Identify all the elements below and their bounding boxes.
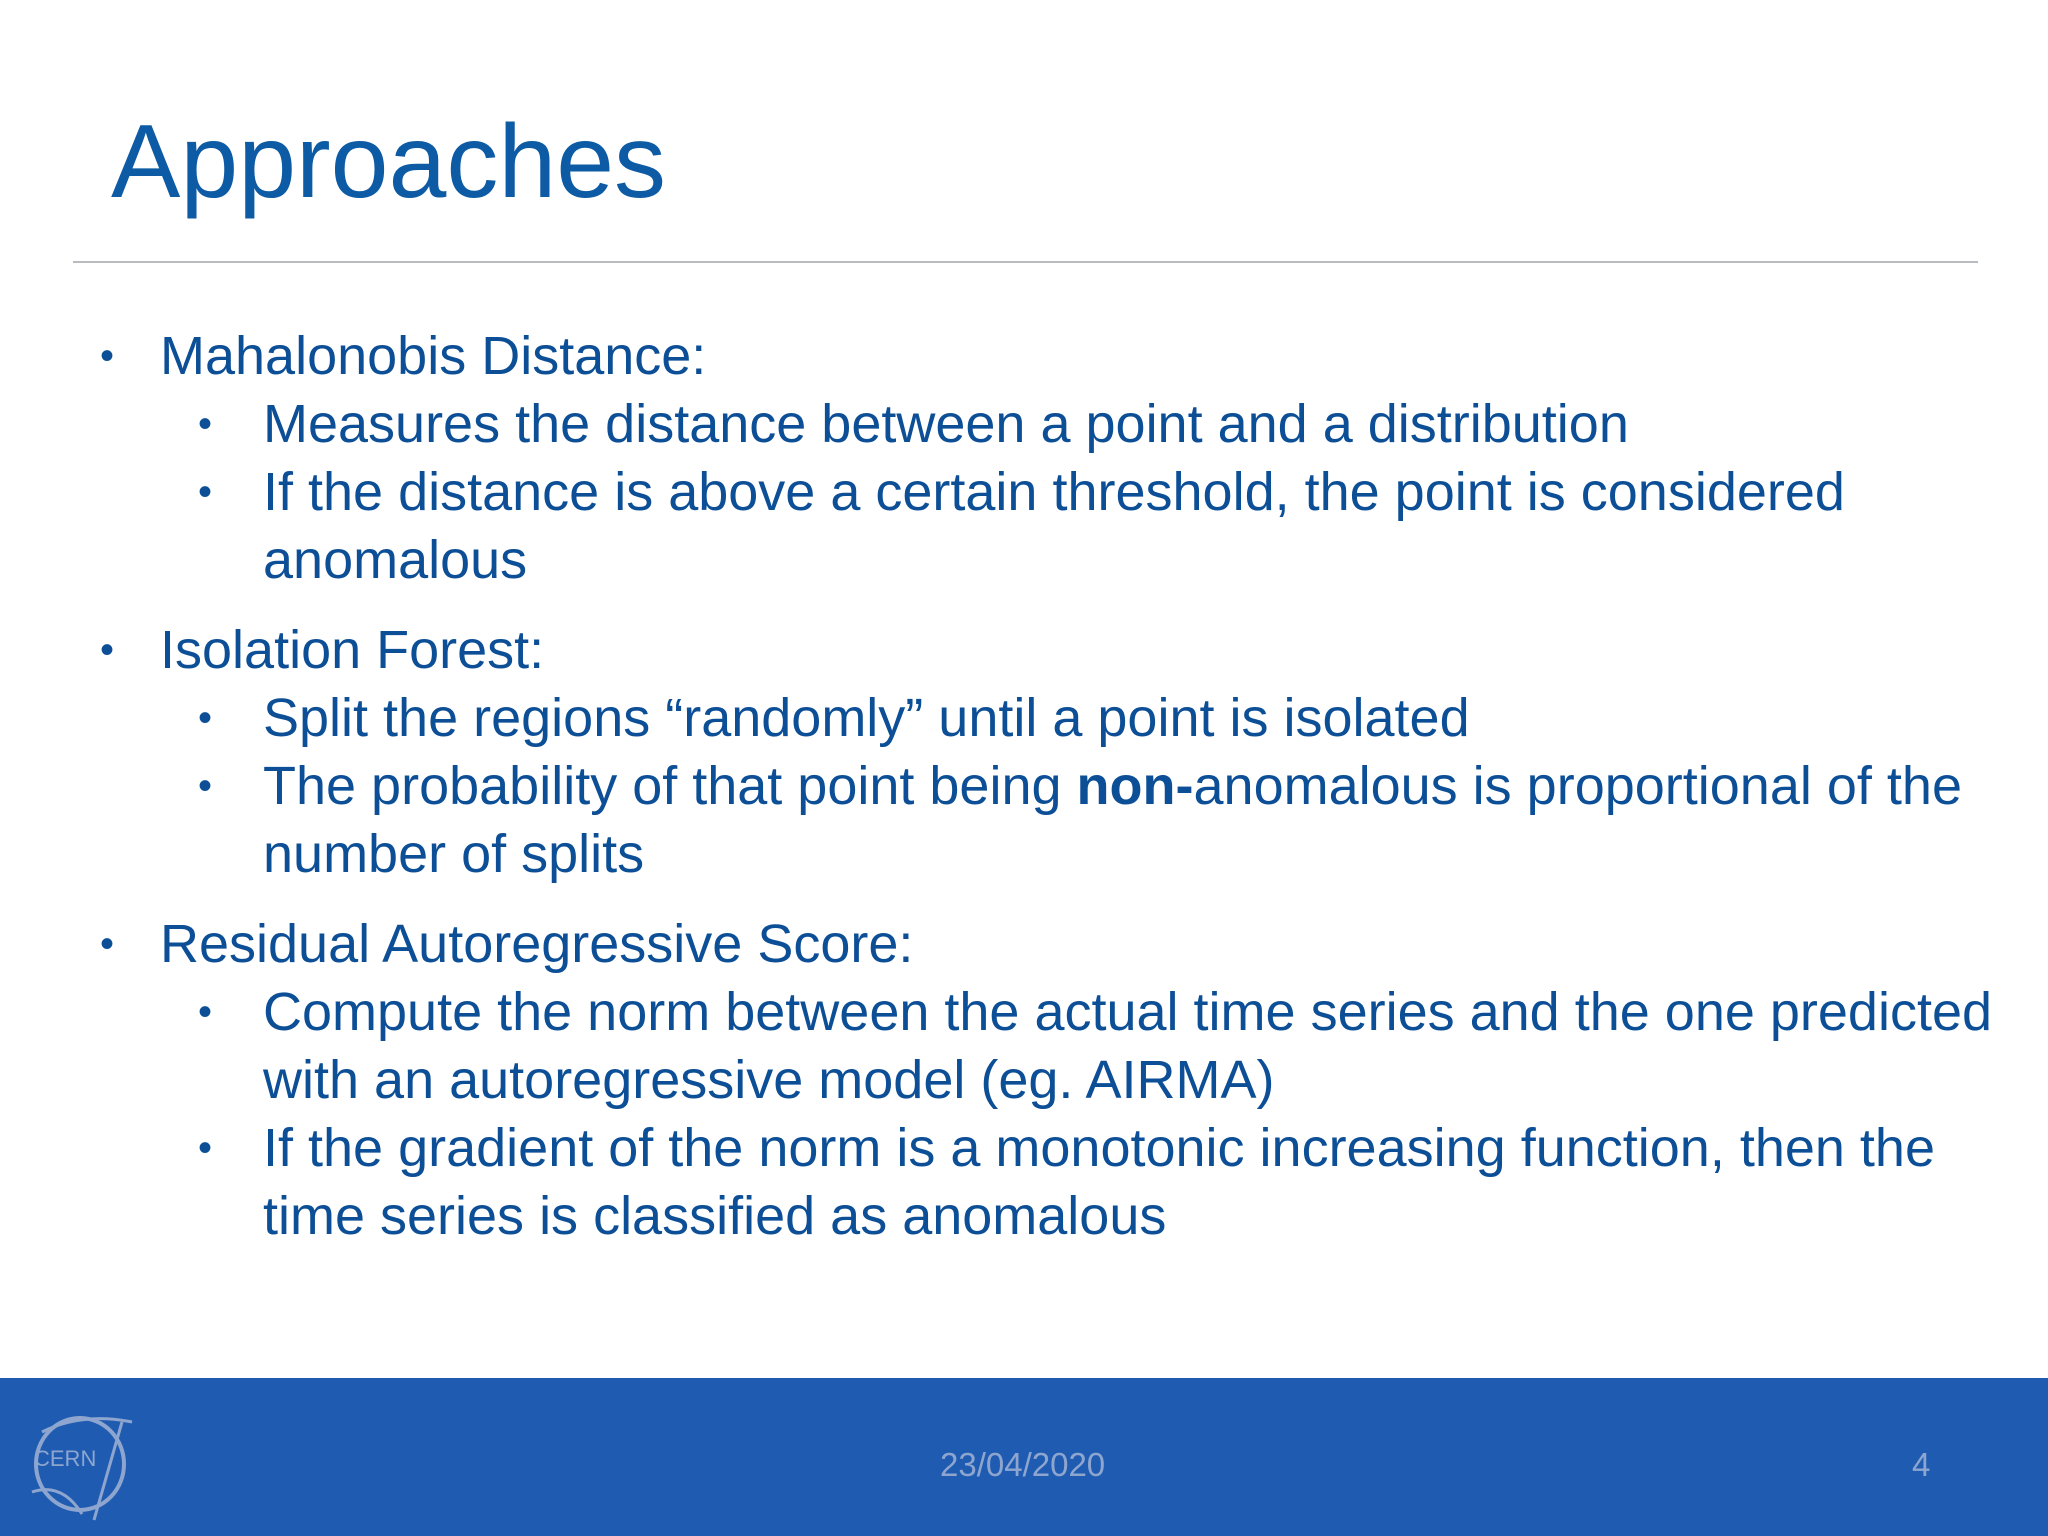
footer-bar (0, 1378, 2048, 1536)
sub-bullet-text-post: anomalous is proportional of the number of splits (263, 756, 1962, 884)
bullet-icon: • (198, 990, 213, 1034)
bullet-icon: • (100, 922, 115, 966)
cern-logo-icon (22, 1402, 144, 1524)
bullet-icon: • (198, 764, 213, 808)
sub-bullet-item (198, 1114, 2048, 1250)
bullet-icon: • (100, 334, 115, 378)
page-number: 4 (1912, 1446, 1931, 1483)
bullet-item (100, 616, 2048, 684)
bullet-list (0, 322, 2048, 1250)
bullet-label: Residual Autoregressive Score: (160, 914, 914, 974)
bullet-label: Isolation Forest: (160, 620, 545, 680)
sub-bullet-text: If the distance is above a certain threshold, the point is considered anomalous (263, 462, 1845, 590)
slide-title: Approaches (111, 104, 667, 220)
bullet-icon: • (198, 1126, 213, 1170)
bullet-item (100, 910, 2048, 978)
sub-bullet-item (198, 752, 2048, 888)
bullet-icon: • (198, 470, 213, 514)
sub-bullet-text-pre: The probability of that point being (263, 756, 1077, 816)
bullet-item (100, 322, 2048, 390)
sub-bullet-item (198, 458, 2048, 594)
sub-bullet-item (198, 978, 2048, 1114)
footer-date: 23/04/2020 (940, 1446, 1106, 1483)
title-divider (73, 261, 1978, 263)
bullet-icon: • (100, 628, 115, 672)
logo-text: CERN (34, 1446, 97, 1471)
bullet-icon: • (198, 696, 213, 740)
sub-bullet-text: Split the regions “randomly” until a point is isolated (263, 688, 1470, 748)
bullet-label: Mahalonobis Distance: (160, 326, 707, 386)
sub-bullet-item (198, 390, 2048, 458)
sub-bullet-text: Compute the norm between the actual time series and the one predicted with an autoregressive model (eg. AIRMA) (263, 982, 1993, 1110)
sub-bullet-item (198, 684, 2048, 752)
sub-bullet-text: If the gradient of the norm is a monotonic increasing function, then the time series is classified as anomalous (263, 1118, 1935, 1246)
bullet-icon: • (198, 402, 213, 446)
sub-bullet-text-bold: non- (1076, 756, 1194, 816)
sub-bullet-text: Measures the distance between a point and a distribution (263, 394, 1629, 454)
